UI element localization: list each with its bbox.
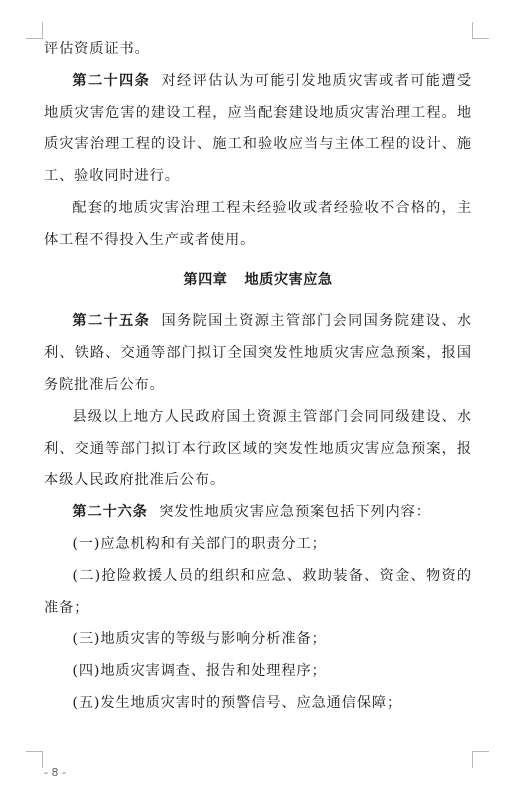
chapter-title: 地质灾害应急 <box>244 271 333 288</box>
article-25-paragraph-2: 县级以上地方人民政府国土资源主管部门会同同级建设、水利、交通等部门拟订本行政区域的突发性地质灾害应急预案，报本级人民政府批准后公布。 <box>44 408 472 489</box>
article-24-paragraph-2: 配套的地质灾害治理工程未经验收或者经验收不合格的，主体工程不得投入生产或者使用。 <box>44 199 472 248</box>
article-24 <box>44 66 472 193</box>
article-26-text: 突发性地质灾害应急预案包括下列内容： <box>159 504 431 521</box>
crop-mark-top-left <box>26 22 43 39</box>
article-25 <box>44 306 472 401</box>
list-item: (三)地质灾害的等级与影响分析准备； <box>72 631 327 648</box>
article-24-label: 第二十四条 <box>72 72 151 89</box>
crop-mark-bottom-left <box>26 751 43 768</box>
list-item: (四)地质灾害调查、报告和处理程序； <box>72 663 327 680</box>
article-26-label: 第二十六条 <box>72 504 148 521</box>
chapter-number: 第四章 <box>183 271 228 288</box>
crop-mark-top-right <box>472 22 489 39</box>
list-item: (一)应急机构和有关部门的职责分工； <box>72 535 327 552</box>
crop-mark-bottom-right <box>472 751 489 768</box>
article-26 <box>44 497 472 529</box>
list-item: (二)抢险救援人员的组织和应急、救助装备、资金、物资的准备； <box>44 567 472 616</box>
paragraph-continuation: 评估资质证书。 <box>44 41 150 57</box>
document-body <box>44 34 472 720</box>
article-25-text: 国务院国土资源主管部门会同国务院建设、水利、铁路、交通等部门拟订全国突发性地质灾害应急预案，报国务院批准后公布。 <box>44 313 472 393</box>
page-number: - 8 - <box>44 766 66 779</box>
article-25-label: 第二十五条 <box>72 313 151 330</box>
chapter-heading <box>44 265 472 297</box>
list-item: (五)发生地质灾害时的预警信号、应急通信保障； <box>72 694 403 711</box>
article-24-text: 对经评估认为可能引发地质灾害或者可能遭受地质灾害危害的建设工程，应当配套建设地质灾害治理工程。地质灾害治理工程的设计、施工和验收应当与主体工程的设计、施工、验收同时进行。 <box>44 72 472 185</box>
